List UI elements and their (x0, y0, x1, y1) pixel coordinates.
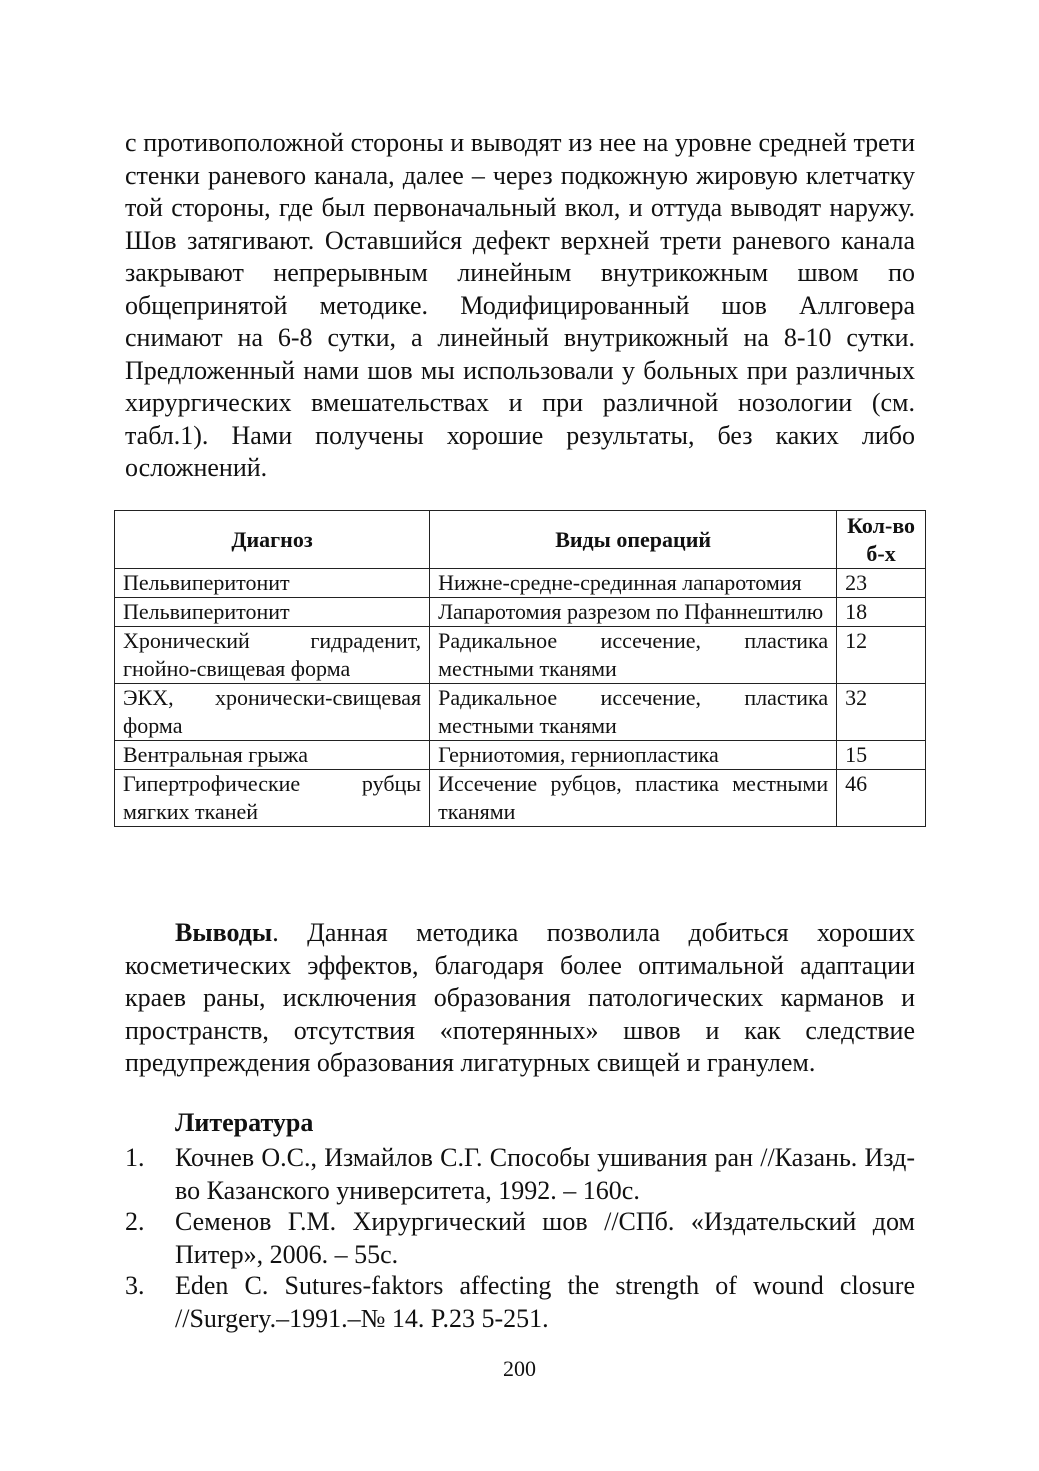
reference-text: Кочнев О.С., Измайлов С.Г. Способы ушивания ран //Казань. Изд-во Казанского университета, 1992. – 160с. (175, 1143, 915, 1205)
header-diagnosis: Диагноз (115, 511, 430, 569)
cell-count: 18 (837, 598, 926, 627)
reference-text: Семенов Г.М. Хирургический шов //СПб. «Издательский дом Питер», 2006. – 55с. (175, 1207, 915, 1269)
reference-item (125, 1270, 915, 1335)
cell-count: 46 (837, 770, 926, 827)
reference-text: Eden C. Sutures-faktors affecting the strength of wound closure //Surgery.–1991.–№ 14. P.23 5-251. (175, 1271, 915, 1333)
conclusion-text: . Данная методика позволила добиться хороших косметических эффектов, благодаря более оптимальной адаптации краев раны, исключения образования патологических карманов и пространств, отсутствия «потерянных» швов и как следствие предупреждения образования лигатурных свищей и гранулем. (125, 918, 915, 1077)
cell-operation: Герниотомия, герниопластика (430, 741, 837, 770)
table-header-row (115, 511, 926, 569)
references-title: Литература (175, 1108, 314, 1137)
cell-count: 32 (837, 684, 926, 741)
cell-count: 12 (837, 627, 926, 684)
cell-operation: Радикальное иссечение, пластика местными тканями (430, 684, 837, 741)
header-count: Кол-во б-х (837, 511, 926, 569)
table-row (115, 598, 926, 627)
cell-diagnosis: Хронический гидраденит, гнойно-свищевая форма (115, 627, 430, 684)
cell-diagnosis: Гипертрофические рубцы мягких тканей (115, 770, 430, 827)
cell-count: 23 (837, 569, 926, 598)
cell-diagnosis: Пельвиперитонит (115, 569, 430, 598)
header-operation: Виды операций (430, 511, 837, 569)
table-row (115, 684, 926, 741)
reference-item (125, 1142, 915, 1207)
table-row (115, 770, 926, 827)
cell-operation: Иссечение рубцов, пластика местными тканями (430, 770, 837, 827)
body-paragraph: с противоположной стороны и выводят из нее на уровне средней трети стенки раневого канала, далее – через подкожную жировую клетчатку той стороны, где был первоначальный вкол, и оттуда выводят наружу. Шов затягивают. Оставшийся дефект верхней трети раневого канала закрывают непрерывным линейным внутрикожным швом по общепринятой методике. Модифицированный шов Аллговера снимают на 6-8 сутки, а линейный внутрикожный на 8-10 сутки. Предложенный нами шов мы использовали у больных при различных хирургических вмешательствах и при различной нозологии (см. табл.1). Нами получены хорошие результаты, без каких либо осложнений. (125, 128, 915, 482)
reference-item (125, 1206, 915, 1271)
conclusion-paragraph (125, 917, 915, 1080)
cell-diagnosis: ЭКХ, хронически-свищевая форма (115, 684, 430, 741)
cell-operation: Лапаротомия разрезом по Пфаннештилю (430, 598, 837, 627)
cell-diagnosis: Вентральная грыжа (115, 741, 430, 770)
reference-number: 2. (125, 1207, 145, 1236)
reference-number: 3. (125, 1271, 145, 1300)
table-row (115, 741, 926, 770)
table-row (115, 627, 926, 684)
table-row (115, 569, 926, 598)
operations-table (114, 510, 926, 827)
cell-operation: Нижне-средне-срединная лапаротомия (430, 569, 837, 598)
cell-diagnosis: Пельвиперитонит (115, 598, 430, 627)
conclusion-label: Выводы (175, 918, 273, 947)
cell-count: 15 (837, 741, 926, 770)
page-number: 200 (503, 1356, 536, 1381)
cell-operation: Радикальное иссечение, пластика местными тканями (430, 627, 837, 684)
reference-number: 1. (125, 1143, 145, 1172)
